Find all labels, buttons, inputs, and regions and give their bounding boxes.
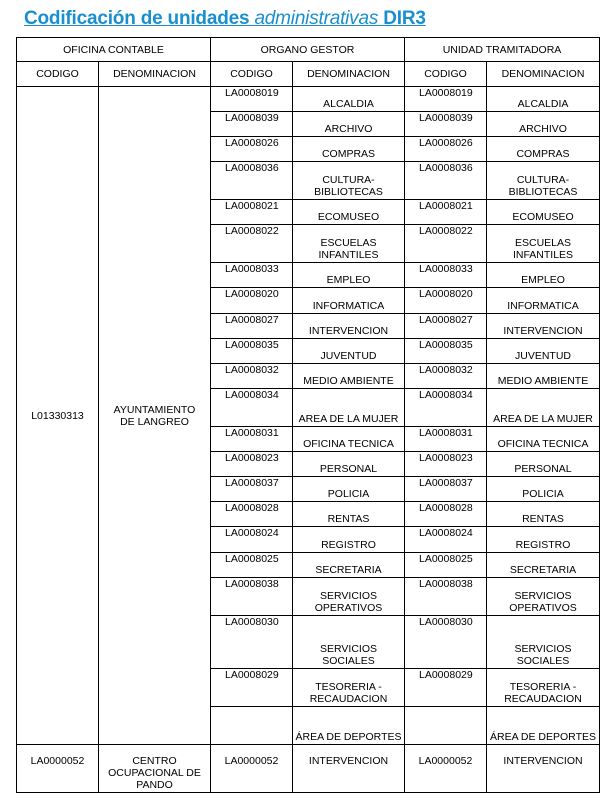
unidad-tramitadora-denominacion: JUVENTUD <box>487 339 600 364</box>
unidad-tramitadora-denominacion: ECOMUSEO <box>487 200 600 225</box>
header-organo-gestor: ORGANO GESTOR <box>211 38 405 62</box>
unidad-tramitadora-denominacion: AREA DE LA MUJER <box>487 389 600 427</box>
organo-gestor-codigo: LA0008022 <box>211 225 293 263</box>
title-part-2: administrativas <box>254 8 379 29</box>
unidad-tramitadora-denominacion: ÁREA DE DEPORTES <box>487 707 600 745</box>
unidad-tramitadora-denominacion: SECRETARIA <box>487 553 600 578</box>
organo-gestor-codigo: LA0008033 <box>211 263 293 288</box>
unidad-tramitadora-denominacion: OFICINA TECNICA <box>487 427 600 452</box>
page-title <box>24 8 426 30</box>
organo-gestor-denominacion: OFICINA TECNICA <box>293 427 405 452</box>
unidad-tramitadora-codigo: LA0008035 <box>405 339 487 364</box>
organo-gestor-denominacion: COMPRAS <box>293 137 405 162</box>
unidad-tramitadora-codigo: LA0008028 <box>405 502 487 527</box>
oficina-1-codigo: L01330313 <box>17 87 99 745</box>
unidad-tramitadora-codigo: LA0008029 <box>405 669 487 707</box>
header-row-groups <box>17 38 600 62</box>
unidad-tramitadora-denominacion: ARCHIVO <box>487 112 600 137</box>
organo-gestor-codigo <box>211 707 293 745</box>
organo-gestor-denominacion: ESCUELAS INFANTILES <box>293 225 405 263</box>
unidad-tramitadora-codigo: LA0008030 <box>405 616 487 669</box>
unidad-tramitadora-denominacion: POLICIA <box>487 477 600 502</box>
organo-gestor-codigo: LA0008032 <box>211 364 293 389</box>
header-og-codigo: CODIGO <box>211 62 293 87</box>
organo-gestor-denominacion: PERSONAL <box>293 452 405 477</box>
organo-gestor-denominacion: ARCHIVO <box>293 112 405 137</box>
organo-gestor-denominacion: EMPLEO <box>293 263 405 288</box>
oficina-2-og-denominacion: INTERVENCION <box>293 745 405 793</box>
unidad-tramitadora-codigo: LA0008032 <box>405 364 487 389</box>
organo-gestor-denominacion: ECOMUSEO <box>293 200 405 225</box>
organo-gestor-codigo: LA0008027 <box>211 314 293 339</box>
unidad-tramitadora-codigo: LA0008036 <box>405 162 487 200</box>
dir3-table <box>16 37 600 793</box>
table-row <box>17 87 600 112</box>
unidad-tramitadora-codigo: LA0008034 <box>405 389 487 427</box>
oficina-2-denominacion: CENTRO OCUPACIONAL DE PANDO <box>99 745 211 793</box>
organo-gestor-denominacion: TESORERIA - RECAUDACION <box>293 669 405 707</box>
organo-gestor-denominacion: CULTURA-BIBLIOTECAS <box>293 162 405 200</box>
oficina-2-og-codigo: LA0000052 <box>211 745 293 793</box>
header-row-columns <box>17 62 600 87</box>
header-unidad-tramitadora: UNIDAD TRAMITADORA <box>405 38 600 62</box>
organo-gestor-codigo: LA0008039 <box>211 112 293 137</box>
title-part-1: Codificación de unidades <box>24 8 255 29</box>
organo-gestor-codigo: LA0008029 <box>211 669 293 707</box>
organo-gestor-codigo: LA0008031 <box>211 427 293 452</box>
organo-gestor-codigo: LA0008021 <box>211 200 293 225</box>
table-row-oficina-2 <box>17 745 600 793</box>
unidad-tramitadora-denominacion: COMPRAS <box>487 137 600 162</box>
unidad-tramitadora-codigo <box>405 707 487 745</box>
organo-gestor-denominacion: ALCALDIA <box>293 87 405 112</box>
organo-gestor-denominacion: RENTAS <box>293 502 405 527</box>
organo-gestor-denominacion: INFORMATICA <box>293 288 405 314</box>
unidad-tramitadora-codigo: LA0008024 <box>405 527 487 553</box>
unidad-tramitadora-codigo: LA0008026 <box>405 137 487 162</box>
organo-gestor-codigo: LA0008019 <box>211 87 293 112</box>
unidad-tramitadora-codigo: LA0008037 <box>405 477 487 502</box>
organo-gestor-codigo: LA0008020 <box>211 288 293 314</box>
organo-gestor-codigo: LA0008025 <box>211 553 293 578</box>
table-body <box>17 87 600 793</box>
organo-gestor-codigo: LA0008023 <box>211 452 293 477</box>
unidad-tramitadora-codigo: LA0008033 <box>405 263 487 288</box>
title-part-3: DIR3 <box>378 8 426 29</box>
organo-gestor-denominacion: JUVENTUD <box>293 339 405 364</box>
organo-gestor-denominacion: SERVICIOS SOCIALES <box>293 616 405 669</box>
unidad-tramitadora-denominacion: SERVICIOS SOCIALES <box>487 616 600 669</box>
organo-gestor-codigo: LA0008024 <box>211 527 293 553</box>
organo-gestor-denominacion: INTERVENCION <box>293 314 405 339</box>
unidad-tramitadora-codigo: LA0008039 <box>405 112 487 137</box>
unidad-tramitadora-denominacion: PERSONAL <box>487 452 600 477</box>
oficina-2-ut-codigo: LA0000052 <box>405 745 487 793</box>
organo-gestor-codigo: LA0008037 <box>211 477 293 502</box>
unidad-tramitadora-denominacion: ESCUELAS INFANTILES <box>487 225 600 263</box>
organo-gestor-denominacion: SECRETARIA <box>293 553 405 578</box>
unidad-tramitadora-codigo: LA0008025 <box>405 553 487 578</box>
header-oc-codigo: CODIGO <box>17 62 99 87</box>
oficina-2-ut-denominacion: INTERVENCION <box>487 745 600 793</box>
unidad-tramitadora-denominacion: RENTAS <box>487 502 600 527</box>
unidad-tramitadora-codigo: LA0008021 <box>405 200 487 225</box>
header-oficina-contable: OFICINA CONTABLE <box>17 38 211 62</box>
organo-gestor-denominacion: ÁREA DE DEPORTES <box>293 707 405 745</box>
unidad-tramitadora-denominacion: SERVICIOS OPERATIVOS <box>487 578 600 616</box>
organo-gestor-codigo: LA0008038 <box>211 578 293 616</box>
organo-gestor-codigo: LA0008030 <box>211 616 293 669</box>
organo-gestor-denominacion: MEDIO AMBIENTE <box>293 364 405 389</box>
organo-gestor-codigo: LA0008034 <box>211 389 293 427</box>
oficina-1-denominacion: AYUNTAMIENTO DE LANGREO <box>99 87 211 745</box>
organo-gestor-denominacion: POLICIA <box>293 477 405 502</box>
unidad-tramitadora-codigo: LA0008019 <box>405 87 487 112</box>
unidad-tramitadora-codigo: LA0008038 <box>405 578 487 616</box>
unidad-tramitadora-denominacion: ALCALDIA <box>487 87 600 112</box>
organo-gestor-denominacion: SERVICIOS OPERATIVOS <box>293 578 405 616</box>
unidad-tramitadora-denominacion: INTERVENCION <box>487 314 600 339</box>
organo-gestor-denominacion: REGISTRO <box>293 527 405 553</box>
organo-gestor-codigo: LA0008028 <box>211 502 293 527</box>
unidad-tramitadora-denominacion: MEDIO AMBIENTE <box>487 364 600 389</box>
organo-gestor-denominacion: AREA DE LA MUJER <box>293 389 405 427</box>
organo-gestor-codigo: LA0008036 <box>211 162 293 200</box>
header-oc-denominacion: DENOMINACION <box>99 62 211 87</box>
unidad-tramitadora-codigo: LA0008031 <box>405 427 487 452</box>
unidad-tramitadora-denominacion: TESORERIA - RECAUDACION <box>487 669 600 707</box>
unidad-tramitadora-codigo: LA0008020 <box>405 288 487 314</box>
unidad-tramitadora-codigo: LA0008023 <box>405 452 487 477</box>
organo-gestor-codigo: LA0008026 <box>211 137 293 162</box>
unidad-tramitadora-denominacion: CULTURA-BIBLIOTECAS <box>487 162 600 200</box>
header-ut-codigo: CODIGO <box>405 62 487 87</box>
header-og-denominacion: DENOMINACION <box>293 62 405 87</box>
unidad-tramitadora-denominacion: INFORMATICA <box>487 288 600 314</box>
unidad-tramitadora-codigo: LA0008027 <box>405 314 487 339</box>
unidad-tramitadora-denominacion: EMPLEO <box>487 263 600 288</box>
unidad-tramitadora-denominacion: REGISTRO <box>487 527 600 553</box>
organo-gestor-codigo: LA0008035 <box>211 339 293 364</box>
oficina-2-codigo: LA0000052 <box>17 745 99 793</box>
unidad-tramitadora-codigo: LA0008022 <box>405 225 487 263</box>
header-ut-denominacion: DENOMINACION <box>487 62 600 87</box>
